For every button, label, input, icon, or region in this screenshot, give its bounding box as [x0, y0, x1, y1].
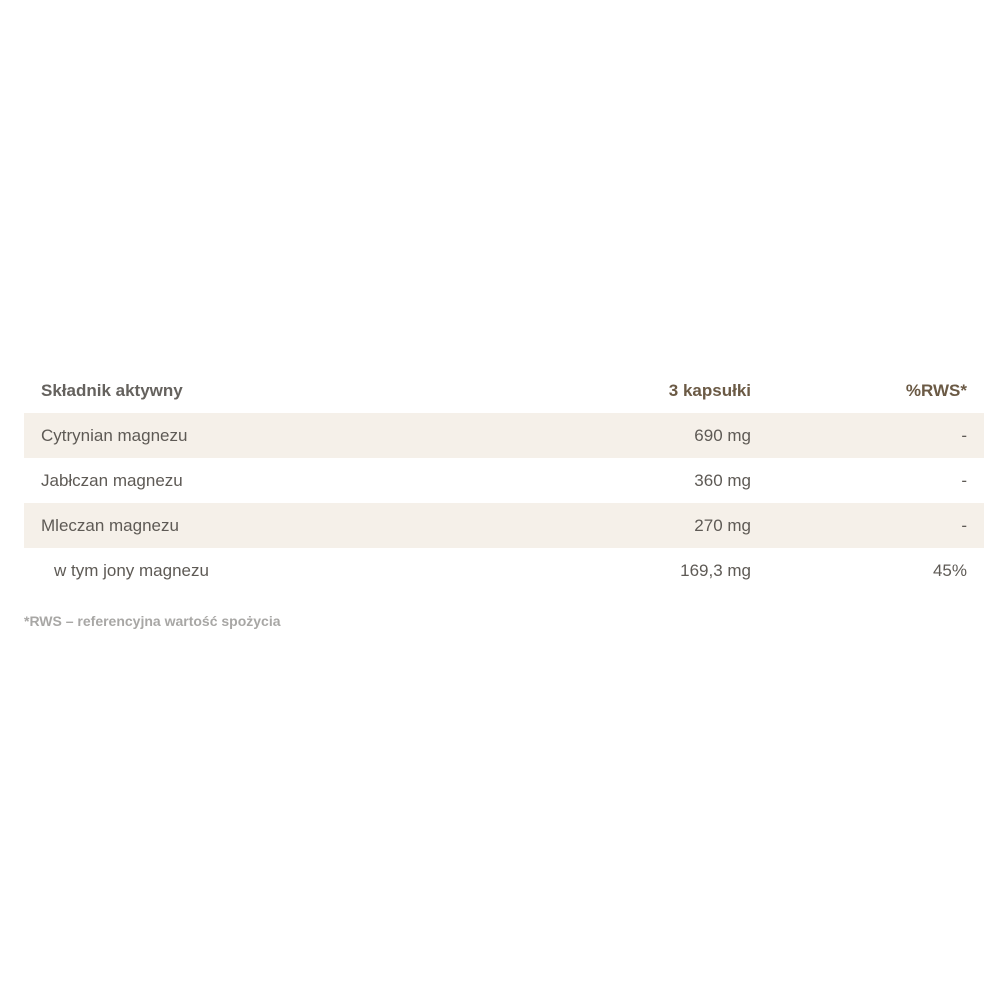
- rws-footnote: *RWS – referencyjna wartość spożycia: [24, 613, 281, 629]
- ingredient-name: Cytrynian magnezu: [24, 413, 524, 458]
- table-row: [24, 503, 984, 548]
- ingredient-amount: 360 mg: [694, 470, 751, 490]
- ingredient-rws: -: [768, 503, 984, 548]
- ingredient-name: Jabłczan magnezu: [41, 470, 183, 490]
- ingredient-rws: -: [961, 470, 967, 490]
- table-row: [24, 548, 984, 593]
- ingredient-rws: -: [768, 413, 984, 458]
- nutrition-facts: [24, 368, 984, 629]
- table-row: [24, 413, 984, 458]
- ingredient-name-sub: w tym jony magnezu: [54, 560, 209, 580]
- table-header-row: [24, 368, 984, 413]
- ingredient-amount: 169,3 mg: [680, 560, 751, 580]
- ingredient-rws: 45%: [932, 560, 967, 580]
- ingredient-name: Mleczan magnezu: [24, 503, 524, 548]
- header-rws: %RWS*: [905, 380, 967, 400]
- header-amount: 3 kapsułki: [668, 380, 751, 400]
- nutrition-table: [24, 368, 984, 593]
- table-row: [24, 458, 984, 503]
- ingredient-amount: 690 mg: [524, 413, 768, 458]
- header-ingredient: Składnik aktywny: [41, 380, 183, 400]
- ingredient-amount: 270 mg: [524, 503, 768, 548]
